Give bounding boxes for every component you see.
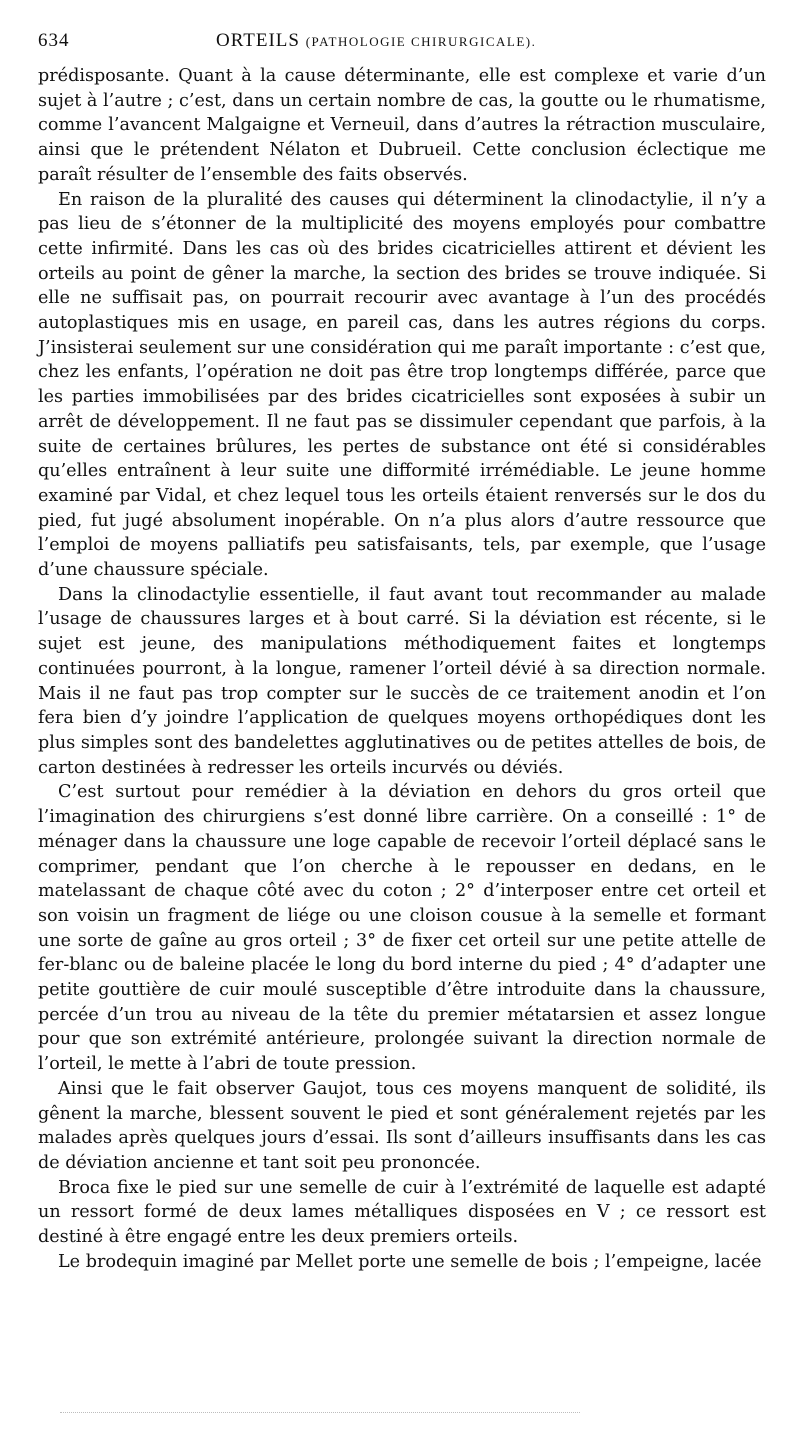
paragraph: Broca fixe le pied sur une semelle de cuir à l’extrémité de laquelle est adapté un ressort formé de deux lames métalliques disposées en V ; ce ressort est destiné à être engagé entre les deux premiers orteils. [38,1177,766,1248]
page-number: 634 [38,30,70,51]
paragraph: C’est surtout pour remédier à la déviation en dehors du gros orteil que l’imagination des chirurgiens s’est donné libre carrière. On a conseillé : 1° de ménager dans la chaussure une loge capable de recevoir l’orteil déplacé sans le comprimer, pendant que l’on cherche à le repousser en dedans, en le matelassant de chaque côté avec du coton ; 2° d’interposer entre cet orteil et son voisin un fragment de liége ou une cloison cousue à la semelle et formant une sorte de gaîne au gros orteil ; 3° de fixer cet orteil sur une petite attelle de fer-blanc ou de baleine placée le long du bord interne du pied ; 4° d’adapter une petite gouttière de cuir moulé susceptible d’être introduite dans la chaussure, percée d’un trou au niveau de la tête du premier métatarsien et assez longue pour que son extrémité antérieure, prolongée suivant la direction normale de l’orteil, le mette à l’abri de toute pression. [38,782,766,1075]
paragraph: Le brodequin imaginé par Mellet porte une semelle de bois ; l’empeigne, lacée [58,1251,762,1272]
running-title [216,30,536,52]
paragraph: Dans la clinodactylie essentielle, il faut avant tout recommander au malade l’usage de chaussures larges et à bout carré. Si la déviation est récente, si le sujet est jeune, des manipulations méthodiquement faites et longtemps continuées pourront, à la longue, ramener l’orteil dévié à sa direction normale. Mais il ne faut pas trop compter sur le succès de ce traitement anodin et l’on fera bien d’y joindre l’application de quelques moyens orthopédiques dont les plus simples sont des bandelettes agglutinatives ou de petites attelles de bois, de carton destinées à redresser les orteils incurvés ou déviés. [38,584,766,778]
running-title-main: ORTEILS [216,30,300,51]
body-text [38,64,766,1274]
book-page [38,30,766,1430]
paragraph: En raison de la pluralité des causes qui déterminent la clinodactylie, il n’y a pas lieu de s’étonner de la multiplicité des moyens employés pour combattre cette infirmité. Dans les cas où des brides cicatricielles attirent et dévient les orteils au point de gêner la marche, la section des brides se trouve indiquée. Si elle ne suffisait pas, on pourrait recourir avec avantage à l’un des procédés autoplastiques mis en usage, en pareil cas, dans les autres régions du corps. J’insisterai seulement sur une considération qui me paraît importante : c’est que, chez les enfants, l’opération ne doit pas être trop longtemps différée, parce que les parties immobilisées par des brides cicatricielles sont exposées à subir un arrêt de développement. Il ne faut pas se dissimuler cependant que parfois, à la suite de certaines brûlures, les pertes de substance ont été si considérables qu’elles entraînent à leur suite une difformité irrémédiable. Le jeune homme examiné par Vidal, et chez lequel tous les orteils étaient renversés sur le dos du pied, fut jugé absolument inopérable. On n’a plus alors d’autre ressource que l’emploi de moyens palliatifs peu satisfaisants, tels, par exemple, que l’usage d’une chaussure spéciale. [38,189,766,581]
running-head [38,30,766,60]
paragraph: Ainsi que le fait observer Gaujot, tous ces moyens manquent de solidité, ils gênent la marche, blessent souvent le pied et sont généralement rejetés par les malades après quelques jours d’essai. Ils sont d’ailleurs insuffisants dans les cas de déviation ancienne et tant soit peu prononcée. [38,1078,766,1173]
paragraph: prédisposante. Quant à la cause déterminante, elle est complexe et varie d’un sujet à l’autre ; c’est, dans un certain nombre de cas, la goutte ou le rhumatisme, comme l’avancent Malgaigne et Verneuil, dans d’autres la rétraction musculaire, ainsi que le prétendent Nélaton et Dubrueil. Cette conclusion éclectique me paraît résulter de l’ensemble des faits observés. [38,66,766,185]
bottom-print-trace [60,1412,580,1413]
running-title-subtitle: (PATHOLOGIE CHIRURGICALE). [305,34,537,49]
